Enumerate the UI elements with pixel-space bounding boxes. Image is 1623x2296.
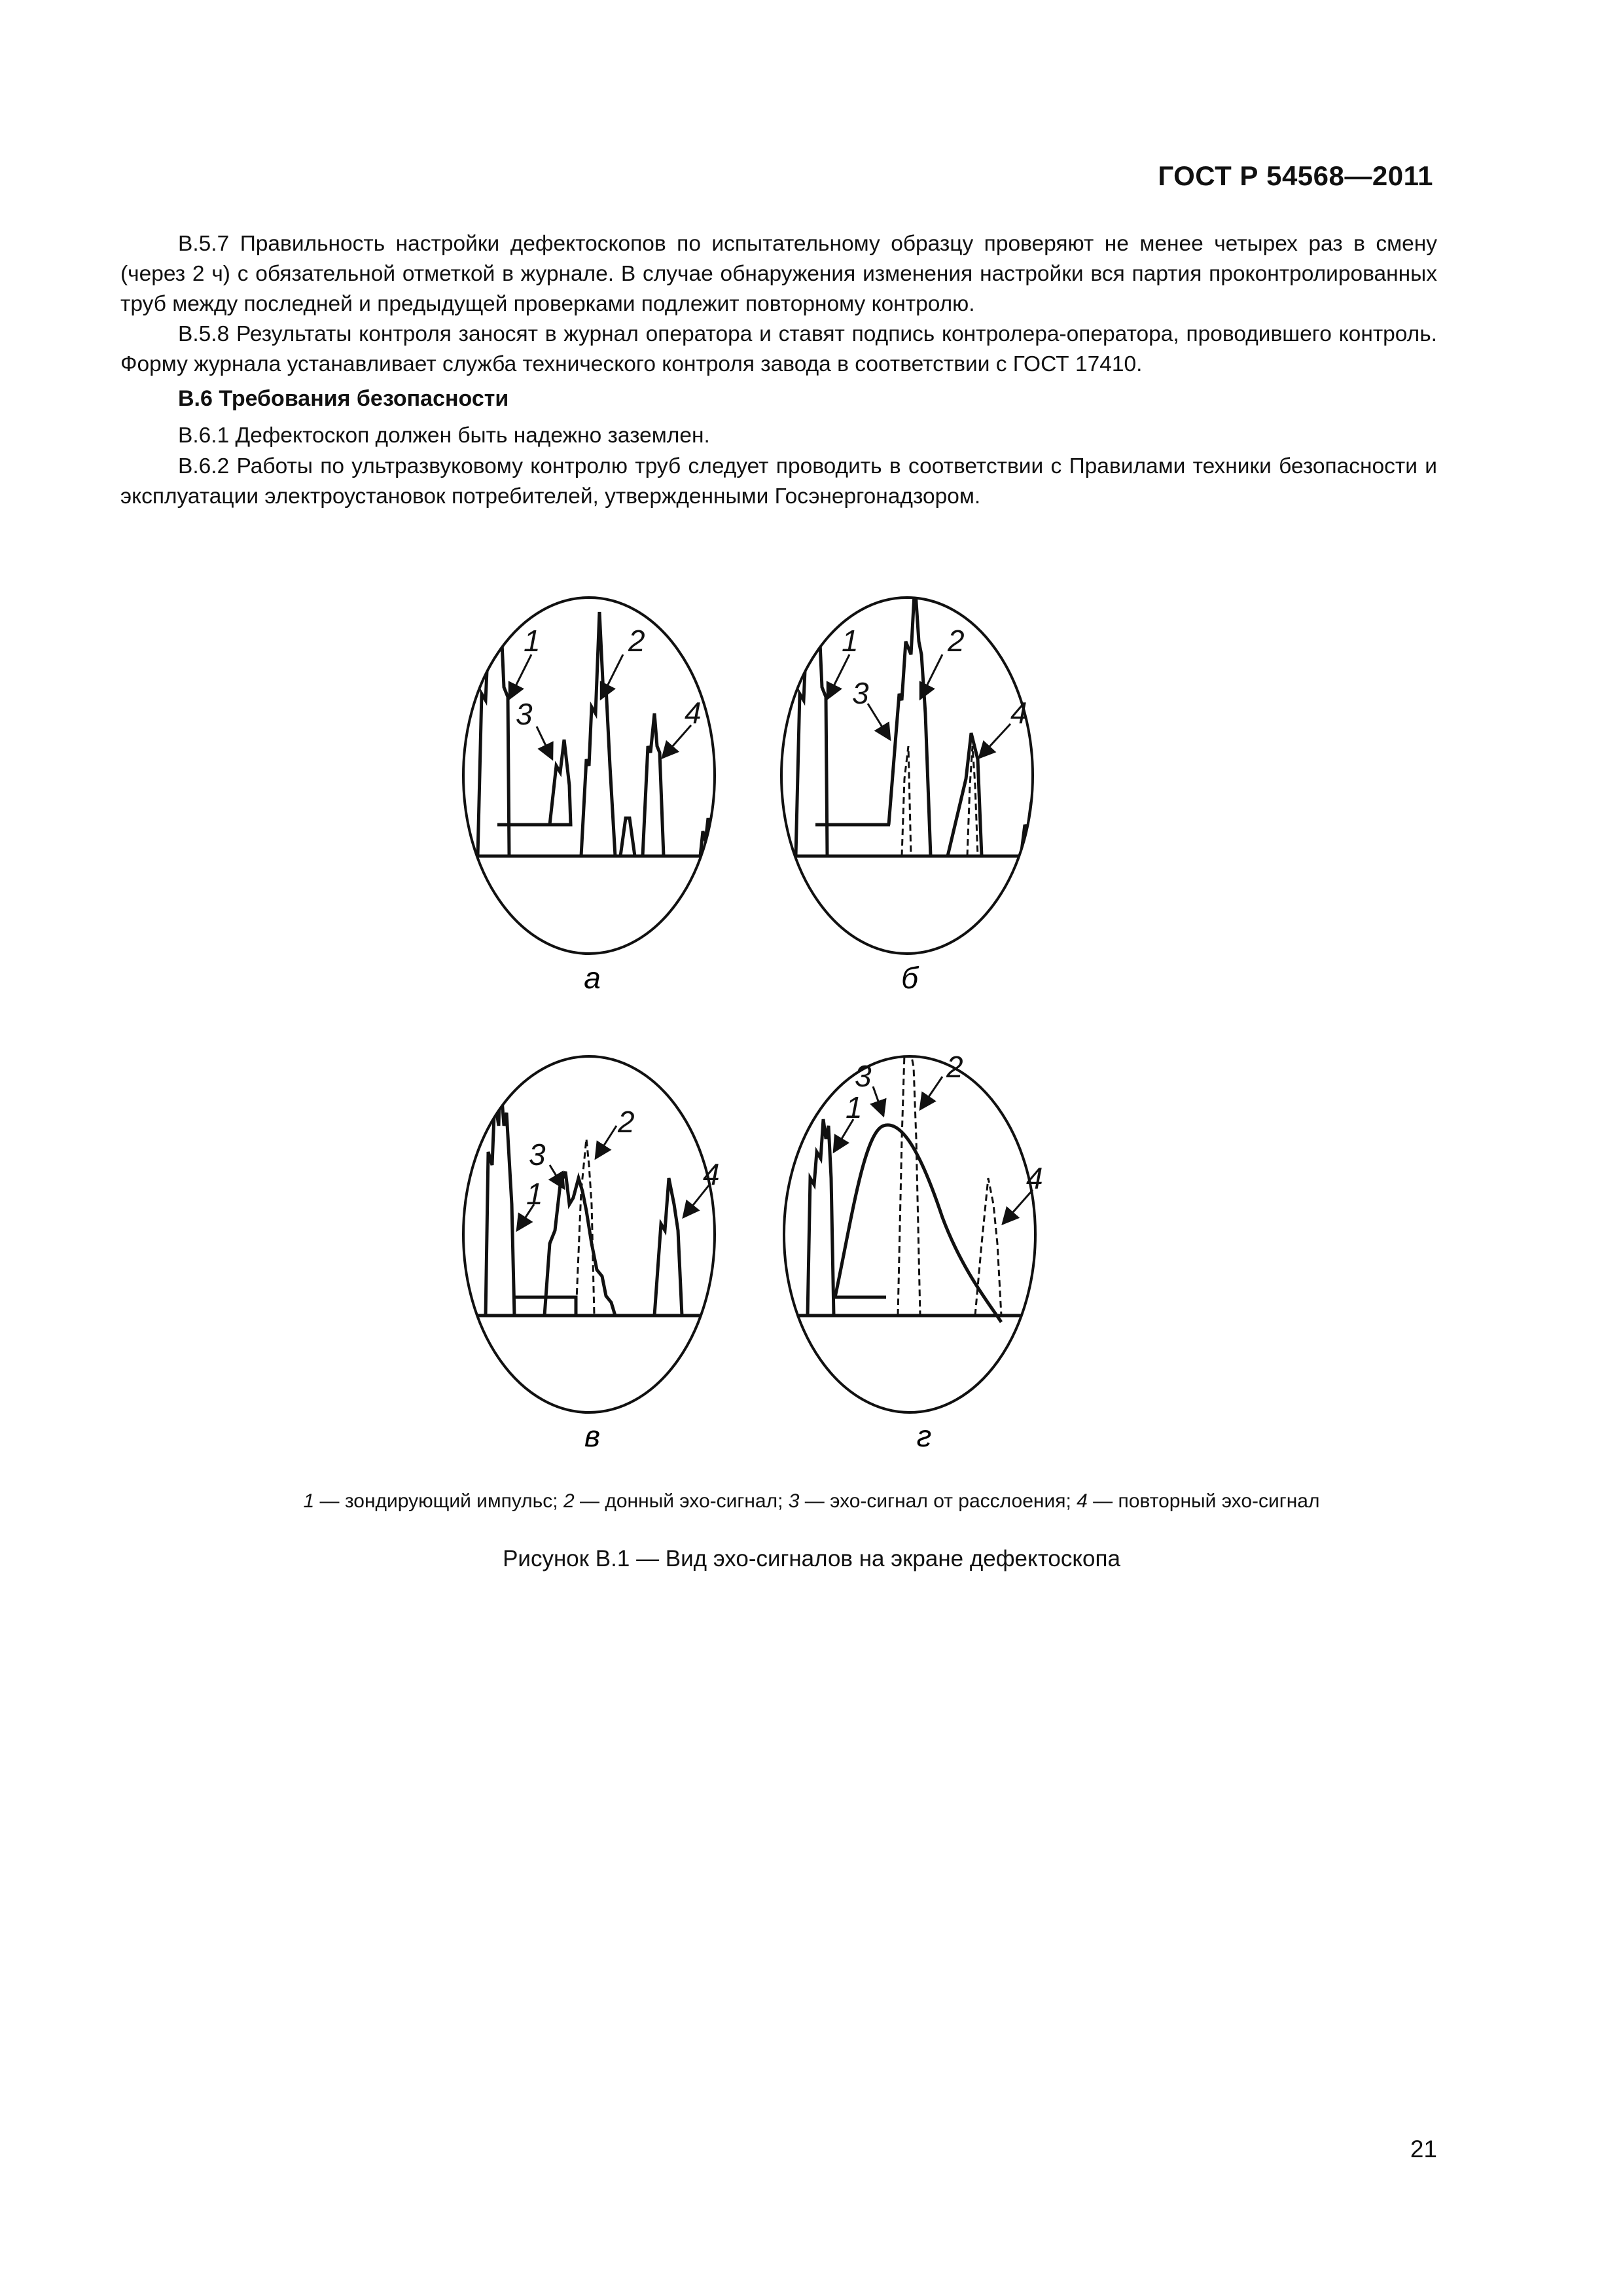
page-number: 21: [1410, 2136, 1437, 2162]
paragraph-text: В.5.7 Правильность настройки дефектоскопов по испытательному образцу проверяют не менее четырех раз в смену (через 2 ч) с обязательной отметкой в журнале. В случае обнаружения изменения настройки вся партия проконтролированных труб между последней и предыдущей проверками подлежит повторному контролю.: [120, 232, 1437, 316]
screen-outline: [784, 1056, 1035, 1412]
marker-3: 3: [855, 1059, 872, 1093]
paragraph-b-5-7: [120, 229, 1437, 319]
marker-2: 2: [628, 624, 645, 658]
dashed-delamination-echo: [902, 746, 911, 856]
panel-b: [772, 583, 1047, 995]
legend-text: — повторный эхо-сигнал: [1087, 1490, 1320, 1512]
dashed-bottom-echo: [576, 1139, 594, 1316]
panel-g: [779, 1047, 1047, 1453]
marker-3: 3: [852, 676, 869, 710]
legend-text: — эхо-сигнал от расслоения;: [799, 1490, 1077, 1512]
panel-v: [458, 1056, 726, 1453]
figure-caption: Рисунок В.1 — Вид эхо-сигналов на экране дефектоскопа: [503, 1546, 1120, 1571]
figure-legend: [0, 1490, 1623, 1513]
section-heading: В.6 Требования безопасности: [178, 386, 509, 411]
legend-text: — зондирующий импульс;: [314, 1490, 563, 1512]
probe-pulse-signal: [808, 1119, 834, 1316]
paragraph-text: В.6.1 Дефектоскоп должен быть надежно заземлен.: [178, 423, 710, 448]
legend-text: — донный эхо-сигнал;: [574, 1490, 789, 1512]
panel-letter: в: [584, 1419, 601, 1453]
marker-4: 4: [703, 1157, 720, 1191]
paragraph-text: В.6.2 Работы по ультразвуковому контролю труб следует проводить в соответствии с Правилами техники безопасности и эксплуатации электроустановок потребителей, утвержденными Госэнергонадзором.: [120, 454, 1437, 509]
dashed-repeat-echo: [975, 1178, 1001, 1316]
paragraph-text: В.5.8 Результаты контроля заносят в журнал оператора и ставят подпись контролера-оператора, проводившего контроль. Форму журнала устанавливает служба технического контроля завода в соответствии с ГОСТ 17410.: [120, 322, 1437, 376]
delamination-echo: [550, 740, 571, 825]
panel-letter: г: [916, 1419, 932, 1453]
paragraph-b-6-2: [120, 452, 1437, 512]
marker-2: 2: [948, 624, 965, 658]
legend-number: 2: [563, 1490, 575, 1512]
document-designation: ГОСТ Р 54568—2011: [1158, 160, 1433, 191]
echo-signals-figure: [0, 550, 1623, 1479]
repeat-echo-signal: [643, 713, 664, 856]
panel-letter: б: [901, 961, 918, 995]
probe-pulse-signal: [486, 1073, 514, 1316]
marker-2: 2: [946, 1050, 963, 1084]
marker-1: 1: [526, 1177, 543, 1211]
panel-letter: а: [584, 961, 601, 995]
repeat-echo-signal: [654, 1178, 682, 1316]
panel-a: [458, 598, 720, 995]
probe-pulse-signal: [478, 612, 509, 856]
legend-number: 1: [303, 1490, 315, 1512]
probe-pulse-signal: [796, 612, 827, 856]
bottom-echo-signal: [581, 612, 615, 856]
legend-number: 4: [1077, 1490, 1088, 1512]
dashed-bottom-echo: [898, 1047, 920, 1316]
marker-3: 3: [529, 1138, 546, 1172]
delamination-echo: [544, 1172, 615, 1316]
marker-4: 4: [1010, 696, 1027, 730]
legend-number: 3: [788, 1490, 800, 1512]
marker-4: 4: [1026, 1161, 1043, 1195]
marker-4: 4: [685, 696, 702, 730]
marker-1: 1: [846, 1090, 863, 1124]
marker-1: 1: [842, 624, 859, 658]
marker-3: 3: [516, 697, 533, 731]
marker-1: 1: [524, 624, 541, 658]
marker-2: 2: [618, 1105, 635, 1139]
paragraph-b-5-8: [120, 319, 1437, 380]
paragraph-b-6-1: [120, 421, 1437, 451]
